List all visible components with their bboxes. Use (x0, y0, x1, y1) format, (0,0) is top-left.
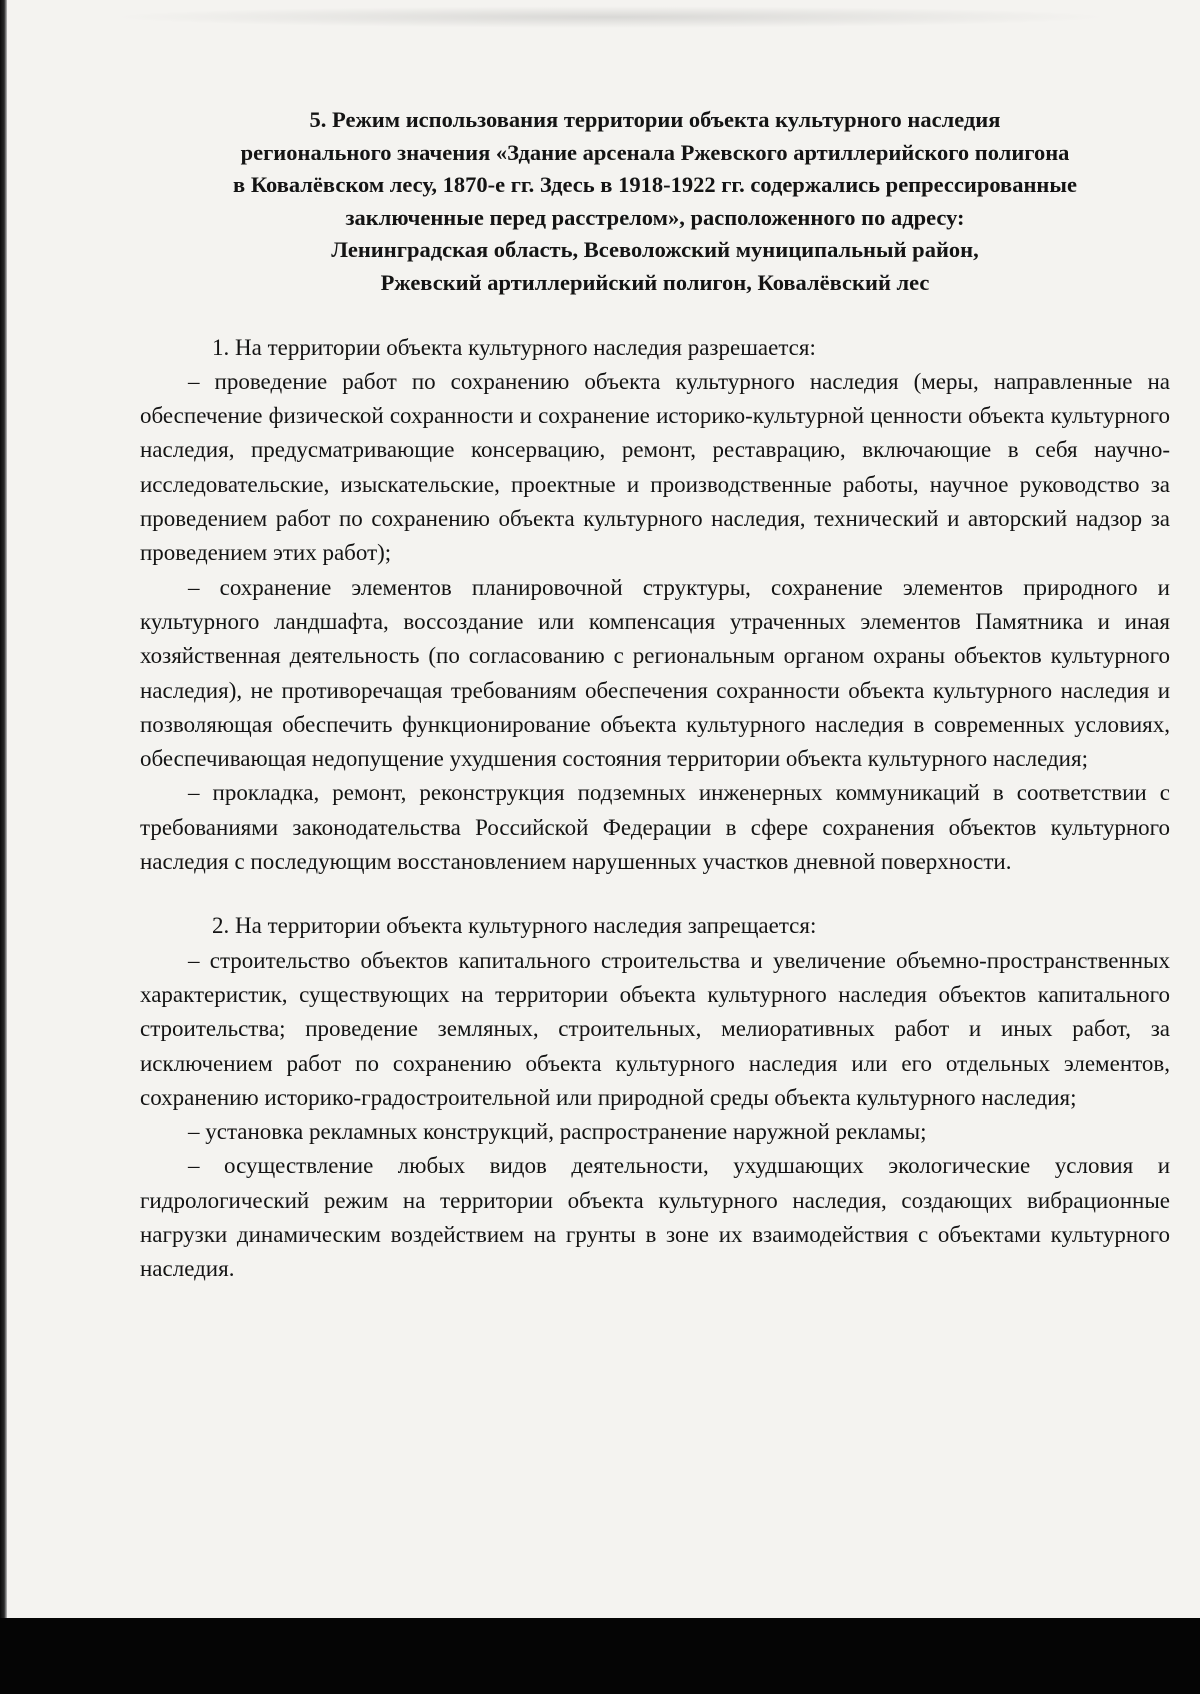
title-line: регионального значения «Здание арсенала Ржевского артиллерийского полигона (240, 139, 1070, 165)
section-permitted-lead: 1. На территории объекта культурного наследия разрешается: (212, 334, 816, 360)
section-prohibited (140, 909, 1170, 1286)
document-title (140, 104, 1170, 300)
title-line: Ржевский артиллерийский полигон, Ковалёвский лес (380, 269, 930, 295)
prohibited-item: – строительство объектов капитального строительства и увеличение объемно-пространственных характеристик, существующих на территории объекта культурного наследия объектов капитального строительства; проведение земляных, строительных, мелиоративных работ и иных работ, за исключением работ по сохранению объекта культурного наследия или его отдельных элементов, сохранению историко-градостроительной или природной среды объекта культурного наследия; (140, 947, 1170, 1110)
title-line: 5. Режим использования территории объекта культурного наследия (309, 107, 1001, 132)
document-page (140, 104, 1170, 1287)
title-line: Ленинградская область, Всеволожский муниципальный район, (331, 237, 979, 263)
scan-bottom-edge (0, 1618, 1200, 1694)
scan-left-edge (0, 0, 7, 1694)
title-line: заключенные перед расстрелом», расположенного по адресу: (345, 204, 965, 230)
prohibited-item: – установка рекламных конструкций, распространение наружной рекламы; (188, 1119, 927, 1145)
title-line: в Ковалёвском лесу, 1870-е гг. Здесь в 1918-1922 гг. содержались репрессированные (233, 172, 1077, 198)
prohibited-item: – осуществление любых видов деятельности, ухудшающих экологические условия и гидрологический режим на территории объекта культурного наследия, создающих вибрационные нагрузки динамическим воздействием на грунты в зоне их взаимодействия с объектами культурного наследия. (140, 1153, 1170, 1282)
section-prohibited-lead: 2. На территории объекта культурного наследия запрещается: (212, 913, 817, 939)
permitted-item: – проведение работ по сохранению объекта культурного наследия (меры, направленные на обеспечение физической сохранности и сохранение историко-культурной ценности объекта культурного наследия, предусматривающие консервацию, ремонт, реставрацию, включающие в себя научно-исследовательские, изыскательские, проектные и производственные работы, научное руководство за проведением работ по сохранению объекта культурного наследия, технический и авторский надзор за проведением этих работ); (140, 368, 1170, 566)
permitted-item: – прокладка, ремонт, реконструкция подземных инженерных коммуникаций в соответствии с требованиями законодательства Российской Федерации в сфере сохранения объектов культурного наследия с последующим восстановлением нарушенных участков дневной поверхности. (140, 780, 1170, 875)
section-permitted (140, 331, 1170, 880)
scan-top-smudge (110, 6, 1110, 28)
permitted-item: – сохранение элементов планировочной структуры, сохранение элементов природного и культурного ландшафта, воссоздание или компенсация утраченных элементов Памятника и иная хозяйственная деятельность (по согласованию с региональным органом охраны объектов культурного наследия), не противоречащая требованиям обеспечения сохранности объекта культурного наследия и позволяющая обеспечить функционирование объекта культурного наследия в современных условиях, обеспечивающая недопущение ухудшения состояния территории объекта культурного наследия; (140, 574, 1170, 772)
